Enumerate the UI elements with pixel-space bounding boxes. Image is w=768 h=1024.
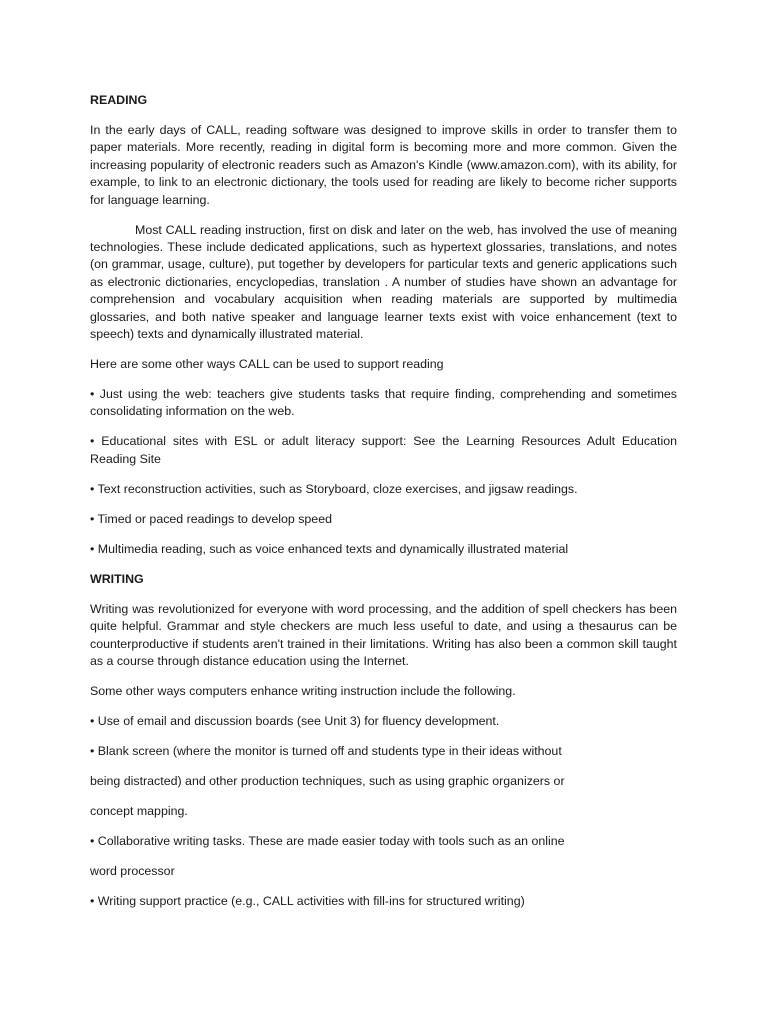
writing-intro: Some other ways computers enhance writing instruction include the following. bbox=[90, 684, 516, 699]
reading-bullet-5: • Multimedia reading, such as voice enhanced texts and dynamically illustrated material bbox=[90, 541, 569, 556]
document-page bbox=[90, 92, 677, 923]
reading-paragraph-2: Most CALL reading instruction, first on disk and later on the web, has involved the use of meaning technologies. These include dedicated applications, such as hypertext glossaries, translations, and notes (on grammar, usage, culture), put together by developers for particular texts and generic applications such as electronic dictionaries, encyclopedias, translation . A number of studies have shown an advantage for comprehension and vocabulary acquisition when reading materials are supported by multimedia glossaries, and both native speaker and language learner texts exist with voice enhancement (text to speech) texts and dynamically illustrated material. bbox=[90, 222, 677, 342]
reading-intro: Here are some other ways CALL can be used to support reading bbox=[90, 357, 444, 372]
writing-line-7: • Writing support practice (e.g., CALL activities with fill-ins for structured writing) bbox=[90, 894, 525, 909]
reading-bullet-4: • Timed or paced readings to develop speed bbox=[90, 511, 332, 526]
reading-heading: READING bbox=[90, 93, 148, 107]
reading-bullet-3: • Text reconstruction activities, such as Storyboard, cloze exercises, and jigsaw readings. bbox=[90, 481, 578, 496]
reading-paragraph-1: In the early days of CALL, reading software was designed to improve skills in order to transfer them to paper materials. More recently, reading in digital form is becoming more and more common. Given the increasing popularity of electronic readers such as Amazon's Kindle (www.amazon.com), with its ability, for example, to link to an electronic dictionary, the tools used for reading are likely to become richer supports for language learning. bbox=[90, 123, 677, 207]
writing-line-3: being distracted) and other production techniques, such as using graphic organizers or bbox=[90, 774, 565, 789]
writing-line-4: concept mapping. bbox=[90, 804, 188, 819]
writing-heading: WRITING bbox=[90, 571, 144, 586]
reading-bullet-1: • Just using the web: teachers give students tasks that require finding, comprehending and sometimes consolidating information on the web. bbox=[90, 387, 677, 419]
writing-line-2: • Blank screen (where the monitor is turned off and students type in their ideas without bbox=[90, 744, 562, 759]
reading-bullet-2: • Educational sites with ESL or adult literacy support: See the Learning Resources Adult Education Reading Site bbox=[90, 434, 677, 466]
writing-paragraph-1: Writing was revolutionized for everyone with word processing, and the addition of spell checkers has been quite helpful. Grammar and style checkers are much less useful to date, and using a thesaurus can be counterproductive if students aren't trained in their limitations. Writing has also been a common skill taught as a course through distance education using the Internet. bbox=[90, 601, 677, 669]
writing-line-5: • Collaborative writing tasks. These are made easier today with tools such as an online bbox=[90, 834, 565, 849]
writing-line-6: word processor bbox=[90, 864, 175, 879]
writing-line-1: • Use of email and discussion boards (see Unit 3) for fluency development. bbox=[90, 714, 500, 729]
